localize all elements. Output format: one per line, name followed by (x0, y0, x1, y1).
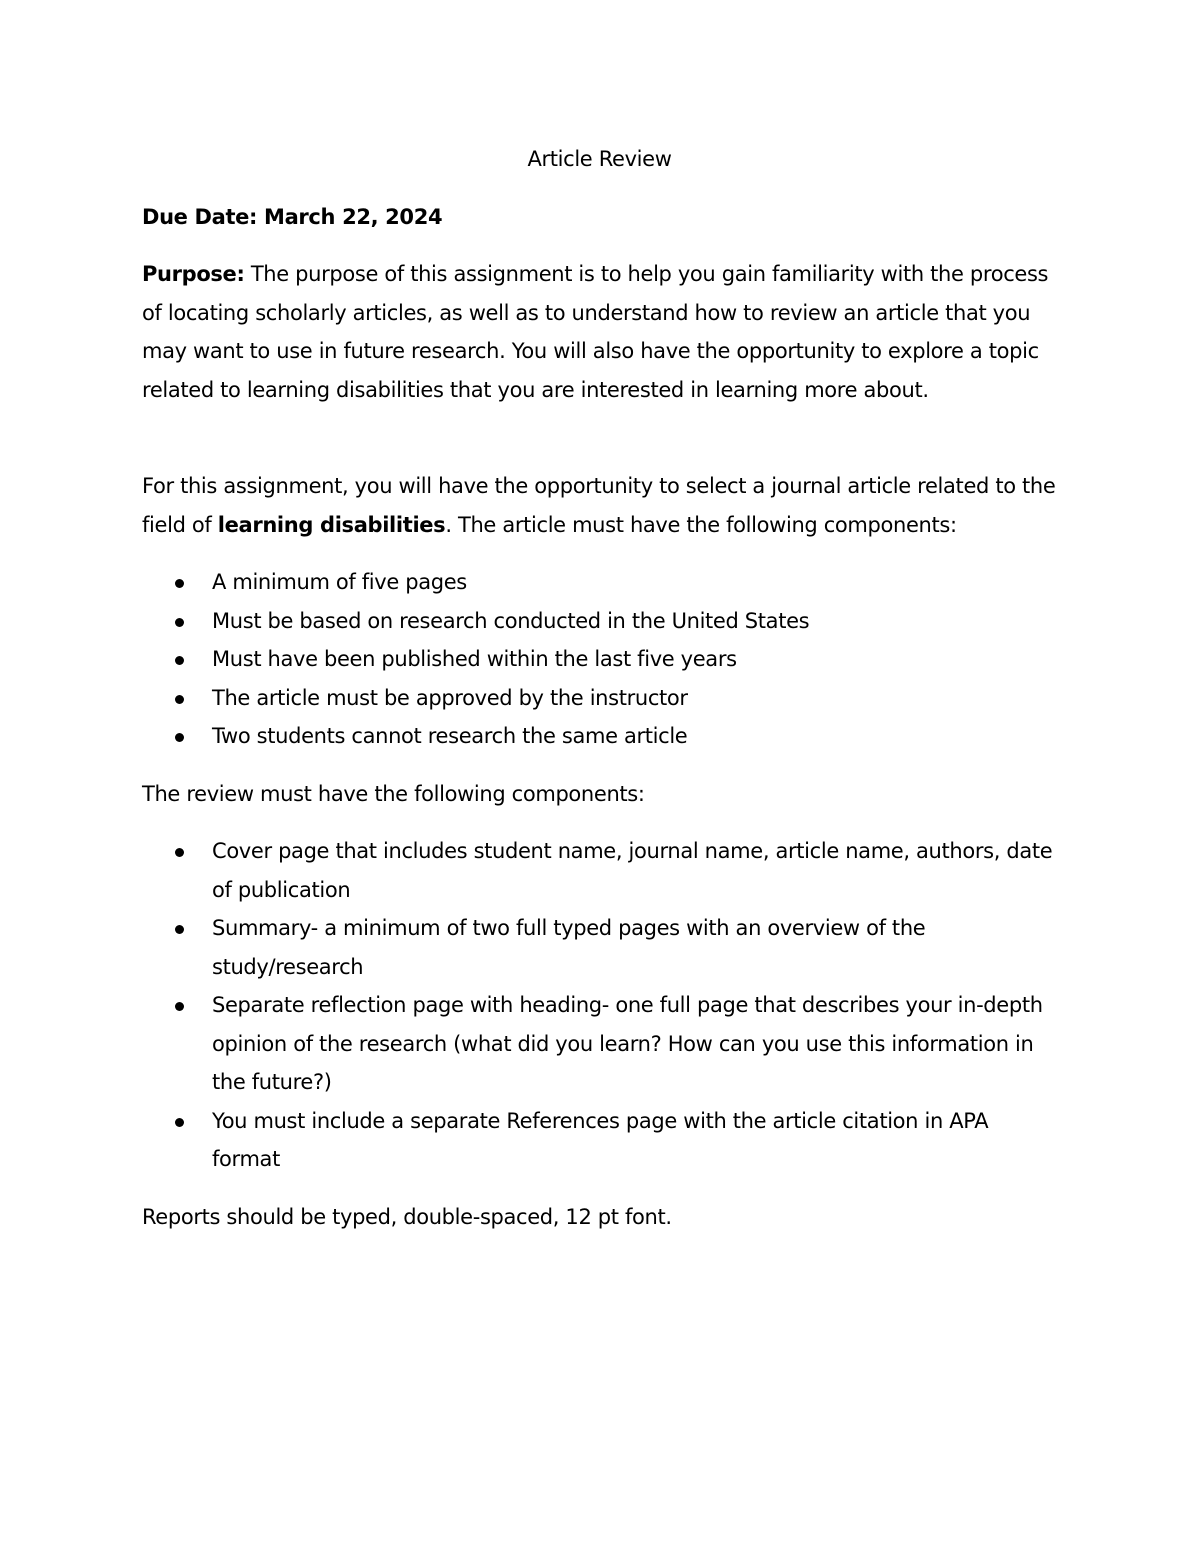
list-item (142, 679, 1057, 718)
document-title: Article Review (527, 147, 672, 171)
bullet-icon (175, 579, 184, 588)
list-item (142, 717, 1057, 756)
bullet-icon (175, 1118, 184, 1127)
bullet-icon (175, 925, 184, 934)
bullet-icon (175, 848, 184, 857)
bullet-icon (175, 1002, 184, 1011)
due-date: Due Date: March 22, 2024 (142, 204, 443, 229)
list-item (142, 602, 1057, 641)
list-item-text: Must be based on research conducted in the United States (212, 608, 810, 633)
list-item-text: Cover page that includes student name, journal name, article name, authors, date of publication (212, 839, 1053, 902)
bullet-icon (175, 733, 184, 742)
list-item-text: You must include a separate References page with the article citation in APA format (212, 1108, 989, 1171)
list-item-text: Two students cannot research the same article (212, 724, 688, 748)
document-page (142, 140, 1057, 1255)
intro-bold-topic: learning disabilities (217, 512, 446, 537)
blank-line (142, 428, 1057, 467)
review-intro: The review must have the following components: (142, 781, 645, 806)
list-item (142, 640, 1057, 679)
list-item (142, 1102, 1057, 1179)
list-item (142, 832, 1057, 909)
review-components-list (142, 832, 1057, 1179)
purpose-label: Purpose: (142, 262, 245, 286)
intro-paragraph (142, 467, 1057, 544)
article-components-list (142, 563, 1057, 756)
list-item-text: Summary- a minimum of two full typed pages with an overview of the study/research (212, 916, 926, 979)
list-item (142, 986, 1057, 1102)
list-item (142, 563, 1057, 602)
list-item-text: A minimum of five pages (212, 570, 467, 594)
purpose-paragraph (142, 255, 1057, 409)
intro-before: For this assignment, you will have the opportunity to select a journal article related to the field of (142, 474, 1056, 537)
intro-after: . The article must have the following components: (445, 512, 957, 537)
list-item-text: Separate reflection page with heading- one full page that describes your in-depth opinion of the research (what did you learn? How can you use this information in the future?) (212, 993, 1043, 1094)
bullet-icon (175, 695, 184, 704)
footer-note: Reports should be typed, double-spaced, 12 pt font. (142, 1204, 672, 1229)
purpose-text: The purpose of this assignment is to help you gain familiarity with the process of locating scholarly articles, as well as to understand how to review an article that you may want to use in future research. You will also have the opportunity to explore a topic related to learning disabilities that you are interested in learning more about. (142, 262, 1049, 402)
bullet-icon (175, 656, 184, 665)
bullet-icon (175, 618, 184, 627)
list-item-text: Must have been published within the last five years (212, 647, 737, 671)
list-item (142, 909, 1057, 986)
list-item-text: The article must be approved by the instructor (212, 685, 688, 710)
